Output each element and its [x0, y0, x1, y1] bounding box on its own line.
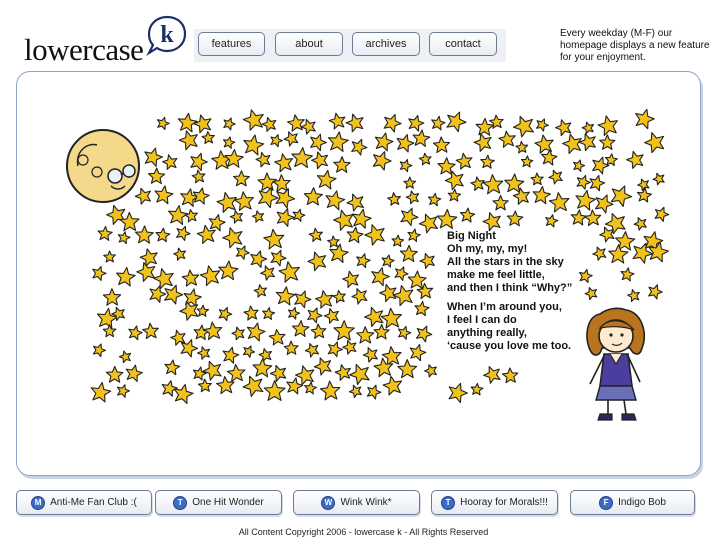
star-icon — [401, 208, 418, 225]
star-icon — [204, 322, 222, 339]
star-icon — [304, 188, 322, 205]
star-icon — [284, 341, 298, 355]
star-icon — [328, 342, 342, 357]
star-icon — [447, 112, 466, 132]
star-icon — [155, 186, 173, 204]
star-icon — [243, 376, 263, 396]
star-icon — [275, 154, 293, 172]
star-icon — [546, 215, 558, 227]
star-icon — [419, 214, 437, 233]
archive-button-label: Wink Wink* — [340, 497, 392, 508]
nav-about-button[interactable] — [275, 32, 343, 56]
copyright-footer: All Content Copyright 2006 - lowercase k - All Rights Reserved — [238, 527, 489, 537]
star-icon — [236, 246, 249, 259]
star-icon — [104, 251, 116, 262]
star-icon — [251, 251, 267, 268]
star-icon — [244, 135, 264, 155]
star-icon — [653, 173, 664, 185]
star-icon — [174, 384, 193, 403]
star-icon — [312, 152, 328, 169]
star-icon — [415, 302, 429, 316]
star-icon — [309, 228, 322, 241]
star-icon — [262, 117, 276, 131]
star-icon — [158, 117, 170, 129]
star-icon — [636, 109, 655, 128]
star-icon — [194, 325, 209, 340]
star-icon — [230, 211, 242, 224]
star-icon — [542, 150, 557, 165]
star-icon — [129, 326, 142, 340]
star-icon — [621, 268, 634, 281]
star-icon — [634, 218, 646, 231]
star-icon — [162, 381, 177, 397]
star-icon — [397, 135, 414, 152]
star-icon — [514, 116, 534, 136]
archive-button-label: Anti-Me Fan Club :( — [50, 497, 137, 508]
star-icon — [120, 212, 139, 230]
star-icon — [317, 170, 336, 189]
star-icon — [224, 118, 235, 130]
star-icon — [571, 210, 586, 225]
nav-features-button[interactable] — [198, 32, 265, 56]
star-icon — [165, 285, 183, 304]
star-icon — [305, 382, 317, 394]
poem-stanza-2 — [447, 301, 597, 353]
star-icon — [420, 254, 434, 269]
star-icon — [235, 192, 254, 211]
nav-archives-button[interactable] — [352, 32, 420, 56]
poem-line: make me feel little, — [447, 269, 545, 281]
star-icon — [106, 366, 123, 382]
archive-button-anti-me-fan-club[interactable] — [16, 490, 152, 515]
star-icon — [308, 308, 322, 323]
poem-line: All the stars in the sky — [447, 256, 564, 268]
logo-letter: k — [160, 22, 174, 48]
star-icon — [243, 110, 263, 130]
feature-panel — [16, 71, 701, 476]
archive-button-label: Indigo Bob — [618, 497, 666, 508]
star-icon — [433, 137, 449, 153]
star-icon — [392, 235, 404, 246]
star-icon — [419, 153, 431, 165]
star-icon — [521, 156, 532, 167]
star-icon — [98, 308, 118, 328]
star-icon — [191, 153, 208, 170]
star-icon — [483, 213, 500, 231]
star-icon — [533, 187, 550, 204]
poem-line: anything really, — [447, 327, 527, 339]
star-icon — [655, 207, 669, 221]
star-icon — [135, 188, 150, 204]
star-icon — [263, 308, 275, 320]
star-icon — [383, 376, 402, 395]
star-icon — [203, 361, 221, 380]
star-icon — [277, 209, 294, 227]
star-icon — [311, 134, 327, 151]
star-icon — [343, 271, 359, 287]
moon-icon — [67, 130, 139, 202]
star-icon — [136, 226, 154, 243]
star-icon — [375, 133, 393, 151]
star-icon — [194, 115, 211, 133]
star-icon — [484, 367, 500, 384]
star-icon — [182, 270, 198, 286]
star-icon — [388, 193, 401, 206]
star-icon — [507, 211, 522, 226]
star-icon — [398, 360, 417, 378]
star-icon — [329, 132, 349, 152]
star-icon — [154, 269, 174, 289]
star-icon — [149, 168, 165, 184]
star-icon — [605, 154, 617, 166]
star-icon — [93, 267, 106, 281]
star-icon — [219, 261, 238, 280]
star-icon — [649, 285, 663, 299]
star-icon — [352, 139, 367, 155]
poem-line: ‘cause you love me too. — [447, 340, 572, 352]
star-icon — [350, 364, 370, 384]
star-icon — [324, 309, 338, 324]
feature-illustration — [17, 72, 701, 476]
star-icon — [179, 131, 197, 150]
star-icon — [410, 345, 426, 361]
star-icon — [357, 327, 374, 343]
star-icon — [243, 346, 254, 358]
poem-line: and then I think “Why?” — [447, 282, 573, 294]
star-icon — [253, 359, 272, 377]
star-icon — [284, 132, 298, 146]
star-icon — [611, 186, 631, 207]
star-icon — [333, 291, 345, 303]
letter-m-icon: M — [31, 496, 45, 510]
star-icon — [352, 289, 367, 304]
star-icon — [316, 291, 333, 308]
star-icon — [393, 286, 413, 306]
star-icon — [556, 120, 571, 136]
star-icon — [145, 148, 163, 166]
star-icon — [192, 170, 205, 183]
star-icon — [576, 190, 596, 210]
star-icon — [350, 385, 362, 397]
logo-speech-bubble-icon — [146, 14, 188, 56]
star-icon — [516, 141, 528, 153]
star-icon — [276, 189, 295, 208]
star-icon — [271, 250, 286, 265]
star-icon — [198, 379, 211, 392]
star-icon — [223, 347, 239, 363]
star-icon — [456, 153, 472, 169]
poem-text — [447, 230, 597, 359]
star-icon — [437, 210, 457, 229]
star-icon — [217, 193, 236, 213]
star-icon — [365, 225, 385, 245]
star-icon — [537, 119, 549, 131]
star-icon — [103, 289, 120, 306]
star-icon — [563, 134, 582, 153]
star-icon — [628, 290, 640, 302]
star-icon — [600, 135, 615, 150]
nav-label: contact — [445, 38, 481, 50]
star-icon — [461, 208, 475, 222]
star-icon — [429, 193, 441, 205]
star-icon — [395, 267, 408, 281]
star-icon — [209, 215, 225, 231]
star-icon — [406, 191, 418, 204]
poem-line: I feel I can do — [447, 314, 517, 326]
star-icon — [353, 209, 372, 228]
star-icon — [227, 364, 245, 381]
star-icon — [400, 245, 417, 261]
star-icon — [409, 116, 424, 132]
star-icon — [234, 171, 250, 186]
star-icon — [91, 382, 111, 402]
star-icon — [638, 188, 652, 202]
star-icon — [413, 130, 430, 146]
star-icon — [103, 325, 116, 337]
star-icon — [471, 177, 484, 191]
star-icon — [645, 133, 664, 153]
star-icon — [347, 194, 363, 211]
site-logo[interactable] — [22, 14, 188, 66]
star-icon — [259, 349, 271, 362]
star-icon — [425, 365, 437, 377]
star-icon — [224, 137, 235, 148]
star-icon — [382, 255, 394, 267]
star-icon — [118, 385, 130, 398]
nav-label: about — [295, 38, 323, 50]
star-icon — [326, 191, 345, 210]
nav-contact-button[interactable] — [429, 32, 497, 56]
star-icon — [357, 254, 371, 268]
star-icon — [399, 326, 411, 339]
star-icon — [223, 228, 242, 248]
letter-t-icon: T — [441, 496, 455, 510]
star-icon — [244, 306, 258, 320]
star-icon — [293, 321, 309, 337]
star-icon — [549, 193, 569, 212]
archive-button-label: One Hit Wonder — [192, 497, 264, 508]
star-icon — [301, 119, 315, 134]
star-icon — [269, 330, 285, 346]
star-icon — [143, 323, 159, 338]
star-icon — [372, 268, 390, 286]
star-icon — [177, 226, 191, 240]
star-icon — [499, 131, 515, 147]
star-icon — [270, 365, 285, 381]
star-icon — [118, 232, 130, 244]
star-icon — [582, 122, 593, 134]
letter-w-icon: W — [321, 496, 335, 510]
star-icon — [193, 367, 206, 380]
star-icon — [321, 381, 340, 400]
star-icon — [261, 266, 275, 280]
star-icon — [329, 113, 345, 129]
star-icon — [549, 170, 562, 184]
star-icon — [330, 244, 348, 262]
star-icon — [225, 150, 243, 168]
star-icon — [404, 177, 416, 188]
archive-button-wink-wink[interactable] — [293, 490, 420, 515]
archive-button-hooray-for-morals[interactable] — [431, 490, 558, 515]
star-icon — [198, 347, 210, 360]
star-icon — [117, 268, 136, 287]
star-icon — [367, 385, 380, 399]
star-icon — [334, 157, 350, 173]
star-icon — [163, 155, 177, 170]
star-icon — [574, 160, 585, 171]
star-icon — [140, 249, 157, 266]
star-icon — [150, 286, 166, 303]
star-icon — [181, 189, 199, 207]
archive-button-indigo-bob[interactable] — [570, 490, 695, 515]
star-icon — [346, 114, 363, 132]
star-icon — [600, 227, 614, 242]
star-icon — [252, 211, 263, 222]
star-icon — [276, 287, 294, 305]
star-icon — [381, 308, 401, 328]
nav-label: archives — [365, 38, 407, 50]
star-icon — [264, 229, 284, 249]
star-icon — [590, 176, 605, 191]
star-icon — [165, 360, 180, 375]
star-icon — [137, 263, 155, 282]
archive-button-label: Hooray for Morals!!! — [460, 497, 548, 508]
star-icon — [474, 134, 491, 152]
star-icon — [98, 227, 112, 241]
poem-title: Big Night — [447, 230, 496, 242]
star-icon — [598, 116, 617, 136]
letter-f-icon: F — [599, 496, 613, 510]
star-icon — [417, 326, 432, 342]
star-icon — [384, 115, 401, 133]
star-icon — [178, 113, 197, 132]
star-icon — [254, 285, 266, 297]
star-icon — [200, 266, 219, 286]
nav-label: features — [211, 38, 252, 50]
star-icon — [483, 175, 503, 194]
star-icon — [373, 152, 391, 171]
star-icon — [363, 348, 377, 363]
star-icon — [593, 157, 609, 174]
star-icon — [288, 308, 299, 320]
star-icon — [343, 340, 356, 354]
star-icon — [481, 155, 495, 168]
star-icon — [585, 210, 601, 226]
poem-stanza-1 — [447, 243, 597, 295]
star-icon — [627, 151, 643, 168]
star-icon — [202, 132, 214, 144]
star-icon — [279, 262, 299, 283]
star-icon — [295, 291, 311, 308]
star-icon — [197, 305, 208, 316]
star-icon — [334, 210, 353, 230]
star-icon — [380, 285, 396, 302]
star-icon — [609, 245, 628, 263]
star-icon — [328, 236, 340, 247]
star-icon — [513, 188, 529, 204]
star-icon — [334, 321, 354, 340]
star-icon — [579, 134, 595, 151]
star-icon — [185, 210, 197, 222]
star-icon — [335, 365, 350, 381]
star-icon — [503, 368, 518, 383]
star-icon — [174, 248, 186, 260]
poem-line: When I’m around you, — [447, 301, 562, 313]
star-icon — [408, 229, 420, 241]
star-icon — [638, 179, 649, 190]
star-icon — [219, 307, 232, 320]
star-icon — [287, 378, 303, 394]
archive-button-one-hit-wonder[interactable] — [155, 490, 282, 515]
star-icon — [93, 344, 105, 357]
star-icon — [471, 383, 483, 395]
logo-wordmark: lowercase — [24, 32, 144, 67]
star-icon — [311, 324, 326, 338]
star-icon — [493, 195, 508, 210]
star-icon — [449, 383, 467, 402]
star-icon — [271, 135, 283, 147]
star-icon — [232, 327, 244, 340]
star-icon — [531, 173, 543, 185]
star-icon — [293, 209, 305, 221]
star-icon — [126, 365, 142, 381]
star-icon — [292, 148, 313, 168]
poem-line: Oh my, my, my! — [447, 243, 528, 255]
tagline: Every weekday (M-F) our homepage displays a new feature for your enjoyment. — [560, 28, 710, 63]
star-icon — [119, 351, 130, 363]
star-icon — [448, 189, 460, 201]
star-icon — [288, 115, 305, 131]
star-icon — [347, 227, 363, 243]
star-icon — [432, 116, 445, 130]
star-icon — [365, 307, 383, 326]
star-icon — [308, 252, 326, 271]
star-icon — [156, 228, 170, 242]
star-icon — [264, 381, 285, 401]
letter-t-icon: T — [173, 496, 187, 510]
star-icon — [247, 323, 265, 341]
star-icon — [445, 171, 463, 190]
star-icon — [305, 344, 318, 358]
star-icon — [596, 195, 614, 213]
star-icon — [314, 358, 331, 375]
star-icon — [577, 176, 590, 190]
star-icon — [400, 160, 412, 172]
